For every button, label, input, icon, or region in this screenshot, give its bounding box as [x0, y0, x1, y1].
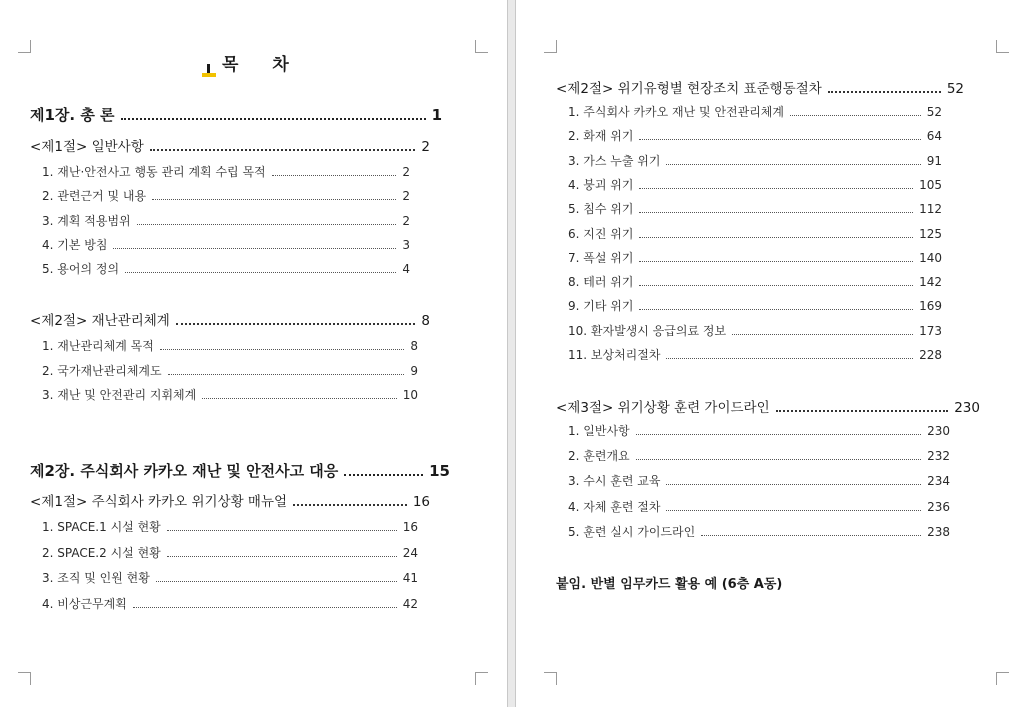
toc-item-label: 5. 침수 위기 [568, 202, 634, 216]
toc-item[interactable] [568, 103, 942, 120]
toc-item[interactable] [42, 187, 410, 204]
toc-item-page-number: 42 [402, 597, 418, 611]
toc-section-label: <제2절> 재난관리체계 [30, 313, 170, 329]
toc-item-label: 1. 주식회사 카카오 재난 및 안전관리체계 [568, 105, 784, 119]
leader-dots [168, 374, 405, 375]
leader-dots [776, 410, 949, 412]
toc-chapter-1-page-number: 1 [431, 106, 442, 124]
toc-item-page-number: 125 [919, 227, 942, 241]
toc-title: 목 차 [222, 55, 303, 75]
toc-item-label: 5. 훈련 실시 가이드라인 [568, 525, 696, 539]
leader-dots [639, 139, 920, 140]
toc-section[interactable] [556, 77, 964, 97]
page-corner-mark [996, 40, 1009, 53]
toc-item-page-number: 140 [919, 251, 942, 265]
leader-dots [293, 504, 407, 506]
toc-item[interactable] [568, 127, 942, 144]
toc-item[interactable] [42, 337, 418, 354]
toc-item-label: 3. 가스 누출 위기 [568, 154, 661, 168]
page-gutter [507, 0, 516, 707]
leader-dots [666, 358, 913, 359]
toc-item[interactable] [568, 346, 942, 363]
toc-item-label: 3. 수시 훈련 교육 [568, 474, 661, 488]
toc-item-label: 10. 환자발생시 응급의료 정보 [568, 324, 727, 338]
toc-section-label: <제2절> 위기유형별 현장조치 표준행동절차 [556, 81, 822, 97]
toc-item-label: 1. SPACE.1 시설 현황 [42, 520, 161, 534]
toc-item-label: 6. 지진 위기 [568, 227, 634, 241]
toc-section[interactable] [30, 309, 430, 329]
leader-dots [666, 510, 921, 511]
toc-section-page-number: 2 [421, 139, 430, 155]
toc-section[interactable] [30, 135, 430, 155]
toc-item-page-number: 112 [919, 202, 942, 216]
toc-chapter-2[interactable] [30, 460, 450, 481]
leader-dots [344, 474, 423, 476]
leader-dots [639, 309, 913, 310]
leader-dots [666, 484, 921, 485]
leader-dots [828, 91, 941, 93]
toc-item[interactable] [568, 322, 942, 339]
leader-dots [790, 115, 921, 116]
toc-item-label: 2. 관련근거 및 내용 [42, 189, 147, 203]
leader-dots [156, 581, 397, 582]
leader-dots [639, 188, 913, 189]
toc-item-label: 7. 폭설 위기 [568, 251, 634, 265]
toc-item-page-number: 232 [927, 449, 950, 463]
toc-item[interactable] [568, 523, 950, 540]
toc-section[interactable] [556, 396, 980, 416]
text-cursor-marker [202, 64, 216, 76]
toc-item-label: 1. 재난·안전사고 행동 관리 계획 수립 목적 [42, 165, 266, 179]
toc-item-page-number: 236 [927, 500, 950, 514]
toc-item[interactable] [568, 249, 942, 266]
toc-item-page-number: 8 [410, 339, 418, 353]
toc-item[interactable] [42, 595, 418, 612]
toc-item-page-number: 3 [402, 238, 410, 252]
toc-item-page-number: 91 [926, 154, 942, 168]
leader-dots [701, 535, 921, 536]
leader-dots [160, 349, 405, 350]
toc-item-page-number: 4 [402, 262, 410, 276]
toc-item-page-number: 16 [402, 520, 418, 534]
leader-dots [636, 459, 921, 460]
toc-item-label: 2. SPACE.2 시설 현황 [42, 546, 161, 560]
toc-item[interactable] [42, 212, 410, 229]
toc-item-label: 9. 기타 위기 [568, 299, 634, 313]
toc-item-label: 1. 재난관리체계 목적 [42, 339, 154, 353]
toc-item-page-number: 52 [926, 105, 942, 119]
leader-dots [639, 212, 913, 213]
toc-item-page-number: 10 [402, 388, 418, 402]
toc-section-page-number: 8 [421, 313, 430, 329]
toc-section-page-number: 230 [954, 400, 980, 416]
toc-item-page-number: 173 [919, 324, 942, 338]
toc-item[interactable] [42, 163, 410, 180]
toc-section-label: <제1절> 주식회사 카카오 위기상황 매뉴얼 [30, 494, 288, 510]
toc-chapter-1-label: 제1장. 총 론 [30, 106, 115, 124]
leader-dots [639, 285, 913, 286]
toc-item-label: 8. 테러 위기 [568, 275, 634, 289]
toc-item[interactable] [568, 225, 942, 242]
page-corner-mark [996, 672, 1009, 685]
toc-item-page-number: 24 [402, 546, 418, 560]
toc-item-page-number: 2 [402, 214, 410, 228]
toc-section-label: <제3절> 위기상황 훈련 가이드라인 [556, 400, 770, 416]
toc-item-page-number: 9 [410, 364, 418, 378]
toc-item-label: 11. 보상처리절차 [568, 348, 661, 362]
toc-item-page-number: 234 [927, 474, 950, 488]
page-corner-mark [18, 672, 31, 685]
leader-dots [176, 323, 416, 325]
page-corner-mark [544, 672, 557, 685]
toc-item-label: 3. 조직 및 인원 현황 [42, 571, 150, 585]
leader-dots [272, 175, 397, 176]
toc-chapter-1[interactable] [30, 104, 442, 125]
leader-dots [150, 149, 416, 151]
toc-item-page-number: 2 [402, 189, 410, 203]
toc-item-label: 4. 기본 방침 [42, 238, 108, 252]
toc-item[interactable] [568, 422, 950, 439]
leader-dots [636, 434, 921, 435]
leader-dots [639, 237, 913, 238]
leader-dots [167, 556, 397, 557]
page-corner-mark [475, 672, 488, 685]
toc-item[interactable] [42, 518, 418, 535]
leader-dots [137, 224, 397, 225]
toc-item[interactable] [568, 447, 950, 464]
toc-item-label: 3. 계획 적용범위 [42, 214, 131, 228]
toc-chapter-2-page-number: 15 [429, 462, 450, 480]
toc-item-label: 4. 자체 훈련 절차 [568, 500, 661, 514]
toc-item-label: 4. 붕괴 위기 [568, 178, 634, 192]
toc-item[interactable] [42, 236, 410, 253]
toc-item-label: 2. 화재 위기 [568, 129, 634, 143]
page-corner-mark [18, 40, 31, 53]
toc-item-page-number: 41 [402, 571, 418, 585]
toc-item[interactable] [568, 273, 942, 290]
page-corner-mark [544, 40, 557, 53]
toc-item[interactable] [42, 386, 418, 403]
toc-item-page-number: 238 [927, 525, 950, 539]
toc-item-page-number: 64 [926, 129, 942, 143]
leader-dots [125, 272, 396, 273]
attachment-note: 붙임. 반별 임무카드 활용 예 (6층 A동) [556, 577, 783, 592]
toc-item-label: 2. 훈련개요 [568, 449, 630, 463]
toc-item[interactable] [42, 260, 410, 277]
leader-dots [666, 164, 920, 165]
leader-dots [202, 398, 396, 399]
toc-item-page-number: 228 [919, 348, 942, 362]
toc-item[interactable] [568, 297, 942, 314]
toc-item-label: 1. 일반사항 [568, 424, 630, 438]
leader-dots [121, 118, 426, 120]
toc-section[interactable] [30, 490, 430, 510]
toc-item-page-number: 169 [919, 299, 942, 313]
toc-item[interactable] [568, 472, 950, 489]
toc-item-page-number: 142 [919, 275, 942, 289]
toc-item[interactable] [568, 498, 950, 515]
toc-item[interactable] [568, 176, 942, 193]
toc-item[interactable] [42, 569, 418, 586]
toc-item[interactable] [568, 152, 942, 169]
toc-item-page-number: 105 [919, 178, 942, 192]
toc-section-page-number: 16 [412, 494, 430, 510]
toc-item[interactable] [42, 544, 418, 561]
toc-item-page-number: 2 [402, 165, 410, 179]
leader-dots [113, 248, 396, 249]
leader-dots [133, 607, 397, 608]
toc-section-label: <제1절> 일반사항 [30, 139, 144, 155]
toc-chapter-2-label: 제2장. 주식회사 카카오 재난 및 안전사고 대응 [30, 462, 339, 480]
toc-item[interactable] [568, 200, 942, 217]
leader-dots [732, 334, 913, 335]
toc-item[interactable] [42, 362, 418, 379]
leader-dots [639, 261, 913, 262]
page-corner-mark [475, 40, 488, 53]
toc-section-page-number: 52 [946, 81, 964, 97]
toc-item-label: 4. 비상근무계획 [42, 597, 127, 611]
leader-dots [167, 530, 397, 531]
toc-item-page-number: 230 [927, 424, 950, 438]
leader-dots [152, 199, 396, 200]
toc-item-label: 5. 용어의 정의 [42, 262, 120, 276]
toc-item-label: 3. 재난 및 안전관리 지휘체계 [42, 388, 197, 402]
toc-item-label: 2. 국가재난관리체계도 [42, 364, 162, 378]
